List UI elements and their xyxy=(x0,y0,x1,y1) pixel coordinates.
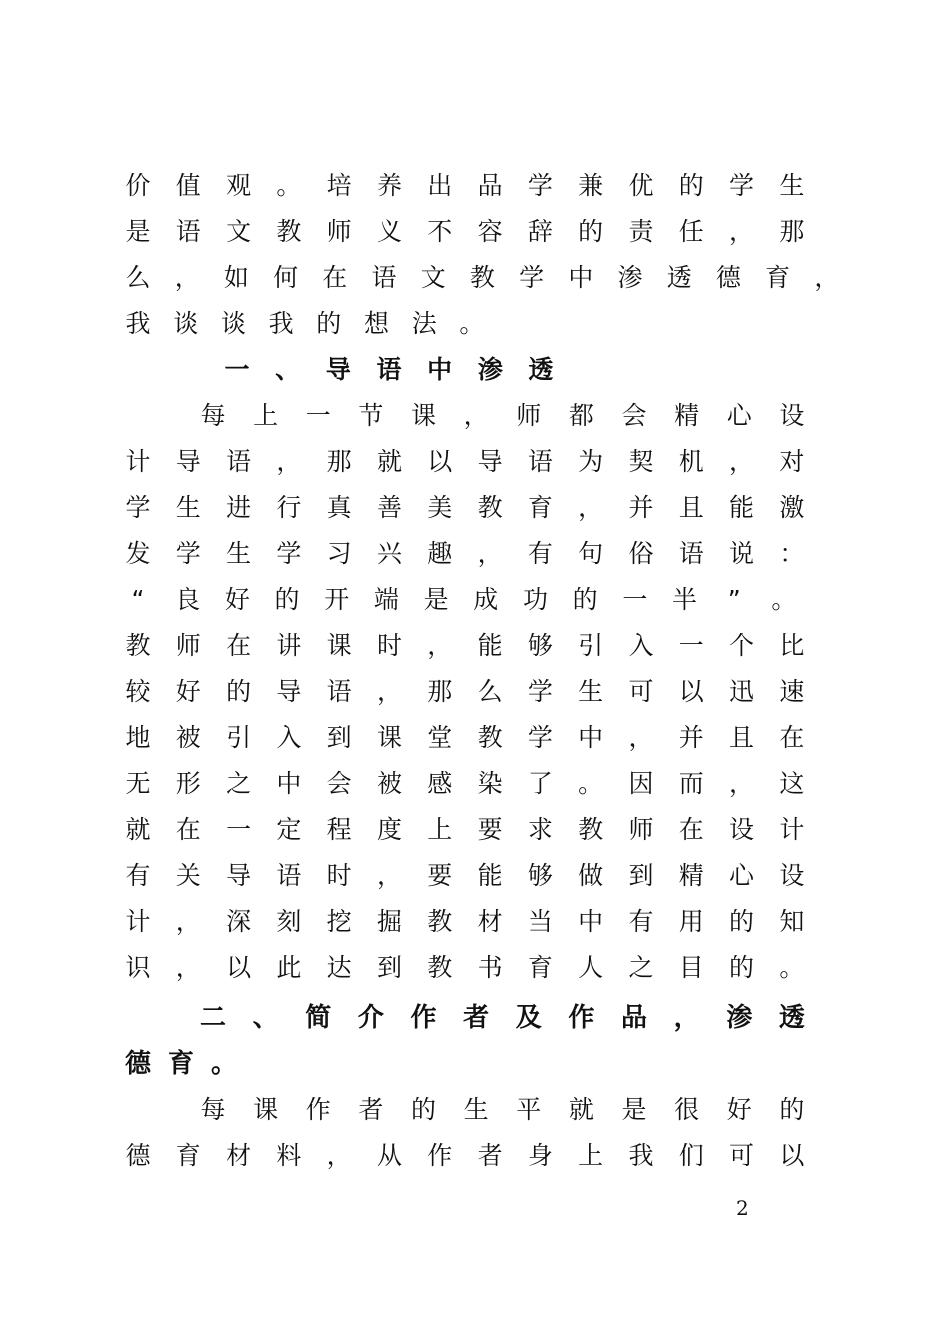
text-line: “ 良 好 的 开 端 是 成 功 的 一 半 ” 。 xyxy=(131,585,797,614)
text-line: 无 形 之 中 会 被 感 染 了 。 因 而 ， 这 xyxy=(125,769,805,798)
text-line: 每 上 一 节 课 ， 师 都 会 精 心 设 xyxy=(200,401,805,430)
text-line: 计 ， 深 刻 挖 掘 教 材 当 中 有 用 的 知 xyxy=(125,907,805,936)
text-line: 是 语 文 教 师 义 不 容 辞 的 责 任 ， 那 xyxy=(125,217,805,246)
text-line: 教 师 在 讲 课 时 ， 能 够 引 入 一 个 比 xyxy=(125,631,805,660)
page-number: 2 xyxy=(736,1196,749,1220)
text-line: 我 谈 谈 我 的 想 法 。 xyxy=(125,309,485,338)
text-line: 学 生 进 行 真 善 美 教 育 ， 并 且 能 激 xyxy=(125,493,805,522)
section-heading-2-continued: 德 育 。 xyxy=(125,1049,238,1079)
text-line: 计 导 语 ， 那 就 以 导 语 为 契 机 ， 对 xyxy=(125,447,805,476)
text-line: 有 关 导 语 时 ， 要 能 够 做 到 精 心 设 xyxy=(125,861,805,890)
text-line: 价 值 观 。 培 养 出 品 学 兼 优 的 学 生 xyxy=(125,171,805,200)
text-line: 就 在 一 定 程 度 上 要 求 教 师 在 设 计 xyxy=(125,815,805,844)
section-heading-2: 二 、 简 介 作 者 及 作 品 ， 渗 透 xyxy=(200,1003,805,1033)
text-line: 识 ， 以 此 达 到 教 书 育 人 之 目 的 。 xyxy=(125,953,805,982)
text-line: 么 ， 如 何 在 语 文 教 学 中 渗 透 德 育 ， xyxy=(125,263,840,292)
section-heading-1: 一 、 导 语 中 渗 透 xyxy=(224,355,554,384)
text-line: 较 好 的 导 语 ， 那 么 学 生 可 以 迅 速 xyxy=(125,677,805,706)
text-line: 地 被 引 入 到 课 堂 教 学 中 ， 并 且 在 xyxy=(125,723,805,752)
text-line: 德 育 材 料 ， 从 作 者 身 上 我 们 可 以 xyxy=(125,1141,805,1170)
text-line: 每 课 作 者 的 生 平 就 是 很 好 的 xyxy=(200,1095,805,1124)
text-line: 发 学 生 学 习 兴 趣 ， 有 句 俗 语 说 ： xyxy=(125,539,805,568)
